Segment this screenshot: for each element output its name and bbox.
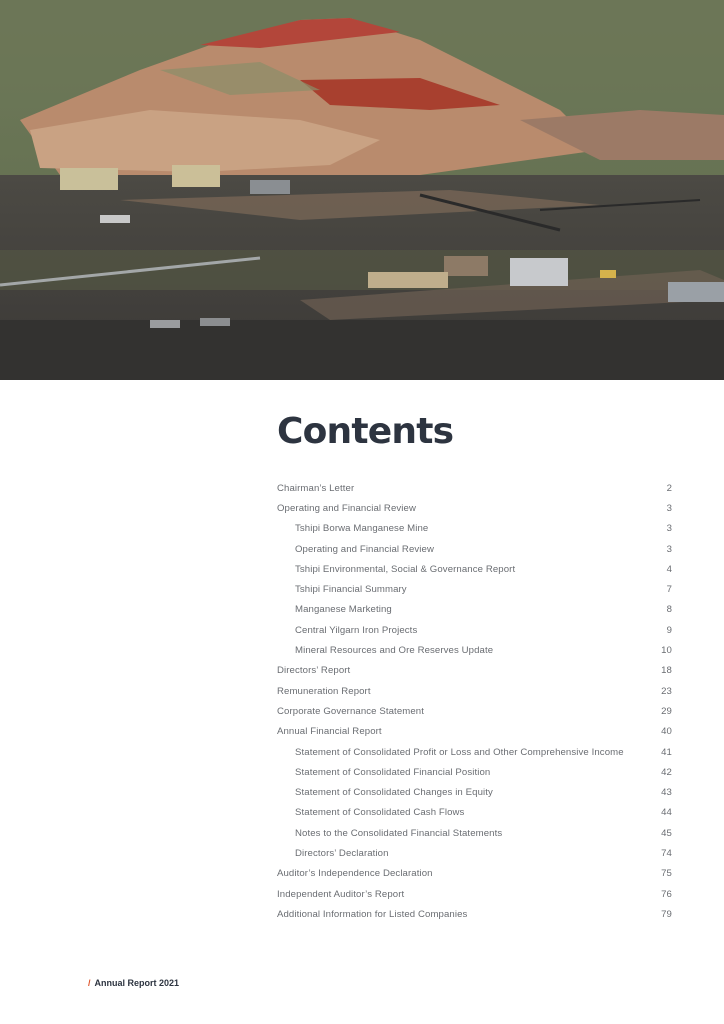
toc-subentry[interactable]	[277, 782, 672, 802]
footer	[88, 978, 179, 988]
toc-subentry[interactable]	[277, 762, 672, 782]
toc-entry-label: Tshipi Borwa Manganese Mine	[295, 523, 429, 535]
mine-aerial-illustration	[0, 0, 724, 380]
toc-entry-page: 3	[666, 502, 672, 514]
toc-entry-page: 40	[661, 726, 672, 738]
toc-entry[interactable]	[277, 722, 672, 742]
toc-entry-label: Manganese Marketing	[295, 604, 392, 616]
toc-entry-page: 76	[661, 888, 672, 900]
toc-entry-label: Statement of Consolidated Cash Flows	[295, 807, 465, 819]
toc-subentry[interactable]	[277, 579, 672, 599]
toc-entry[interactable]	[277, 884, 672, 904]
toc-entry-label: Annual Financial Report	[277, 726, 382, 738]
toc-subentry[interactable]	[277, 600, 672, 620]
toc-subentry[interactable]	[277, 843, 672, 863]
toc-subentry[interactable]	[277, 539, 672, 559]
toc-entry-page: 3	[666, 523, 672, 535]
toc-entry-page: 23	[661, 685, 672, 697]
toc-entry-label: Additional Information for Listed Companies	[277, 908, 468, 920]
toc-entry-label: Operating and Financial Review	[277, 502, 416, 514]
toc-entry[interactable]	[277, 478, 672, 498]
toc-entry-label: Statement of Consolidated Changes in Equity	[295, 787, 493, 799]
toc-subentry[interactable]	[277, 742, 672, 762]
toc-entry-label: Directors’ Declaration	[295, 847, 389, 859]
toc-entry-label: Remuneration Report	[277, 685, 371, 697]
toc-entry-page: 45	[661, 827, 672, 839]
toc-entry-label: Independent Auditor’s Report	[277, 888, 405, 900]
toc-entry-label: Notes to the Consolidated Financial Statements	[295, 827, 503, 839]
toc-entry[interactable]	[277, 701, 672, 721]
toc-entry-label: Operating and Financial Review	[295, 543, 434, 555]
toc-entry-page: 29	[661, 705, 672, 717]
toc-entry-page: 2	[666, 482, 672, 494]
toc-entry-label: Statement of Consolidated Financial Position	[295, 766, 491, 778]
footer-label: Annual Report 2021	[94, 978, 180, 988]
toc-entry-page: 7	[666, 584, 672, 596]
toc-entry-label: Directors’ Report	[277, 665, 351, 677]
hero-photo	[0, 0, 724, 380]
table-of-contents	[277, 478, 672, 925]
toc-entry-page: 41	[661, 746, 672, 758]
toc-entry-page: 44	[661, 807, 672, 819]
toc-entry-page: 10	[661, 645, 672, 657]
page-title: Contents	[277, 411, 454, 452]
toc-entry[interactable]	[277, 904, 672, 924]
toc-subentry[interactable]	[277, 620, 672, 640]
toc-subentry[interactable]	[277, 519, 672, 539]
toc-entry-page: 79	[661, 908, 672, 920]
toc-entry-label: Central Yilgarn Iron Projects	[295, 624, 418, 636]
toc-entry[interactable]	[277, 681, 672, 701]
toc-subentry[interactable]	[277, 823, 672, 843]
toc-entry-page: 4	[666, 563, 672, 575]
toc-entry-page: 75	[661, 868, 672, 880]
toc-subentry[interactable]	[277, 640, 672, 660]
toc-entry-page: 8	[666, 604, 672, 616]
toc-subentry[interactable]	[277, 559, 672, 579]
toc-entry[interactable]	[277, 498, 672, 518]
footer-slash: /	[88, 978, 91, 988]
toc-entry[interactable]	[277, 864, 672, 884]
toc-entry-label: Statement of Consolidated Profit or Loss and Other Comprehensive Income	[295, 746, 624, 758]
toc-entry-label: Auditor’s Independence Declaration	[277, 868, 433, 880]
toc-entry-page: 18	[661, 665, 672, 677]
toc-entry-page: 3	[666, 543, 672, 555]
toc-entry-label: Tshipi Environmental, Social & Governance Report	[295, 563, 516, 575]
toc-entry-label: Chairman’s Letter	[277, 482, 355, 494]
toc-entry-page: 43	[661, 787, 672, 799]
toc-entry-label: Tshipi Financial Summary	[295, 584, 407, 596]
toc-entry-page: 42	[661, 766, 672, 778]
toc-entry-page: 74	[661, 847, 672, 859]
toc-entry-page: 9	[666, 624, 672, 636]
toc-entry-label: Corporate Governance Statement	[277, 705, 424, 717]
toc-subentry[interactable]	[277, 803, 672, 823]
toc-entry[interactable]	[277, 661, 672, 681]
toc-entry-label: Mineral Resources and Ore Reserves Update	[295, 645, 494, 657]
